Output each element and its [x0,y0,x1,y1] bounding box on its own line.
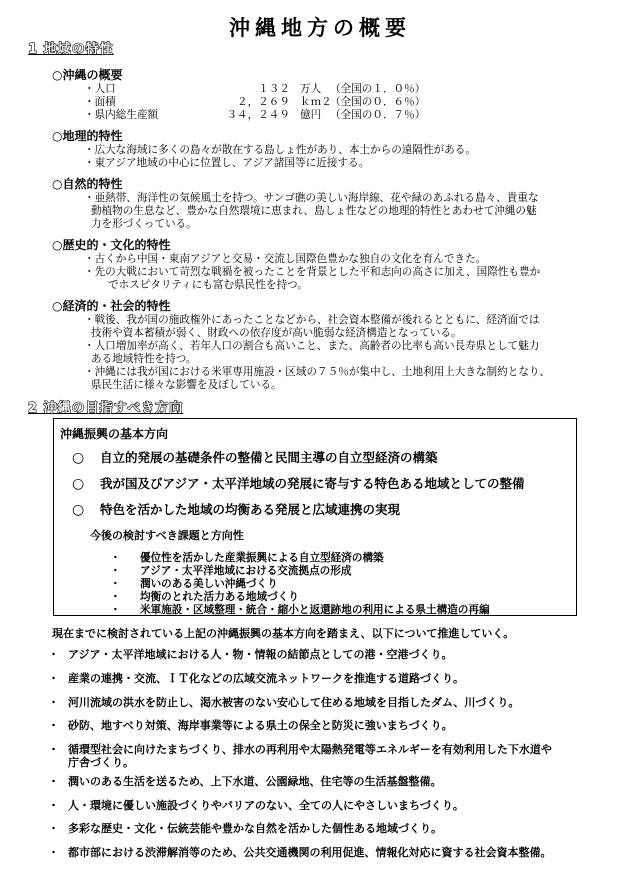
tasks-heading: 今後の検討すべき課題と方向性 [90,529,244,542]
overview-unit: 万人 [300,83,322,95]
nature-line: 動植物の生息など、豊かな自然環境に恵まれ、島しょ性などの地理的特性とあわせて沖縄の魅 [91,205,537,217]
bullet-dot-icon: ・ [48,846,59,859]
promotion-text: 人・環境に優しい施設づくりやバリアのない、全ての人にやさしいまちづくり。 [68,799,464,812]
promotion-item [48,820,442,836]
promotion-item [48,646,453,662]
promotion-text: 循環型社会に向けたまちづくり、排水の再利用や太陽熱発電等エネルギーを有効利用した下水道や [68,743,552,756]
task-text: 米軍施設・区域整理・統合・縮小と返還跡地の利用による県土構造の再編 [140,604,490,616]
circle-bullet-icon: ○ [72,476,85,492]
bullet-dot-icon: ・ [48,648,59,661]
promotion-text: 砂防、地すべり対策、海岸事業等による県土の保全と防災に強いまちづくり。 [68,719,453,732]
section-1-heading: 1 地域の特性 [28,42,114,57]
economy-line: 技術や資本蓄積が弱く、財政への依存度が高い脆弱な経済構造となっている。 [91,327,462,339]
direction-item [72,500,400,518]
economy-line: ・戦後、我が国の施政権外にあったことなどから、社会資本整備が後れるとともに、経済面では [84,314,540,326]
bullet-dot-icon: ・ [110,578,121,590]
promotion-text: アジア・太平洋地域における人・物・情報の結節点としての港・空港づくり。 [68,648,453,661]
page-title: 沖縄地方の概要 [229,16,411,40]
geo-label: ○地理的特性 [52,129,123,143]
direction-text: 我が国及びアジア・太平洋地域の発展に寄与する特色ある地域としての整備 [100,476,525,491]
bullet-dot-icon: ・ [110,565,121,577]
promotion-intro: 現在までに検討されている上記の沖縄振興の基本方向を踏まえ、以下について推進していく。 [52,627,515,640]
overview-note: （全国の０．７％） [330,109,426,121]
direction-text: 自立的発展の基礎条件の整備と民間主導の自立型経済の構築 [100,450,438,465]
promotion-item [48,797,464,813]
promotion-item [48,773,442,789]
promotion-item [48,670,464,686]
direction-item [72,474,525,492]
overview-unit: ｋｍ２ [300,96,332,108]
nature-line: ・亜熱帯、海洋性の気候風土を持つ。サンゴ礁の美しい海岸線、花や緑のあふれる島々、貴重な [84,192,539,204]
overview-item: ・面積 [84,96,116,108]
promotion-item [48,717,453,733]
bullet-dot-icon: ・ [48,719,59,732]
bullet-dot-icon: ・ [48,799,59,812]
bullet-dot-icon: ・ [110,591,121,603]
history-line: でホスピタリティにも富む県民性を持つ。 [108,279,308,291]
overview-item: ・人口 [84,83,116,95]
direction-text: 特色を活かした地域の均衡ある発展と広域連携の実現 [100,502,401,517]
box-title: 沖縄振興の基本方向 [60,427,169,441]
history-line: ・先の大戦において苛烈な戦禍を被ったことを背景とした平和志向の高さに加え、国際性も豊か [84,266,541,278]
task-text: 均衡のとれた活力ある地域づくり [140,591,299,603]
history-line: ・古くから中国・東南アジアと交易・交流し国際色豊かな独自の文化を育んできた。 [84,253,487,265]
geo-line: ・東アジア地域の中心に位置し、アジア諸国等に近接する。 [84,157,370,169]
bullet-dot-icon: ・ [110,604,121,616]
promotion-item [48,694,519,710]
bullet-dot-icon: ・ [48,696,59,709]
promotion-text: 産業の連携・交流、ＩＴ化などの広域交流ネットワークを推進する道路づくり。 [68,672,464,685]
overview-value: ３４，２４９ [226,109,290,121]
circle-bullet-icon: ○ [72,450,85,466]
overview-value: ２，２６９ [237,96,290,108]
economy-line: 県民生活に様々な影響を及ぼしている。 [91,379,282,391]
promotion-item [48,844,552,860]
bullet-dot-icon: ・ [48,775,59,788]
geo-line: ・広大な海域に多くの島々が散在する島しょ性があり、本土からの遠隔性がある。 [84,144,476,156]
nature-label: ○自然的特性 [52,177,123,191]
bullet-dot-icon: ・ [110,552,121,564]
task-item [110,602,490,617]
section-2-heading: 2 沖縄の目指すべき方向 [28,401,184,416]
task-text: 優位性を活かした産業振興による自立型経済の構築 [140,552,384,564]
economy-label: ○経済的・社会的特性 [52,299,171,313]
promotion-text: 多彩な歴史・文化・伝統芸能や豊かな自然を活かした個性ある地域づくり。 [68,822,442,835]
economy-line: ・沖縄には我が国における米軍専用施設・区域の７５％が集中し、土地利用上大きな制約となり、 [84,366,551,378]
overview-unit: 億円 [300,109,322,121]
bullet-dot-icon: ・ [48,743,59,756]
overview-label: ○沖縄の概要 [52,68,123,82]
economy-line: ある地域特性を持つ。 [91,353,197,365]
task-text: アジア・太平洋地域における交流拠点の形成 [140,565,352,577]
overview-note: （全国の０．６％） [330,96,426,108]
history-label: ○歴史的・文化的特性 [52,238,171,252]
economy-line: ・人口増加率が高く、若年人口の割合も高いこと、また、高齢者の比率も高い長寿県として魅力 [84,340,540,352]
overview-item: ・県内総生産額 [84,109,159,121]
nature-line: 力を形づくっている。 [91,218,197,230]
circle-bullet-icon: ○ [72,502,85,518]
promotion-text-continued: 庁舎づくり。 [68,756,134,769]
promotion-text: 都市部における渋滞解消等のため、公共交通機関の利用促進、情報化対応に資する社会資本整備。 [68,846,552,859]
overview-value: １３２ [258,83,290,95]
basic-direction-box [53,418,577,616]
direction-item [72,448,438,466]
task-text: 潤いのある美しい沖縄づくり [140,578,278,590]
bullet-dot-icon: ・ [48,672,59,685]
promotion-text: 河川流域の洪水を防止し、渇水被害のない安心して住める地域を目指したダム、川づくり。 [68,696,520,709]
bullet-dot-icon: ・ [48,822,59,835]
overview-note: （全国の１．０％） [330,83,426,95]
promotion-text: 潤いのある生活を送るため、上下水道、公園緑地、住宅等の生活基盤整備。 [68,775,442,788]
